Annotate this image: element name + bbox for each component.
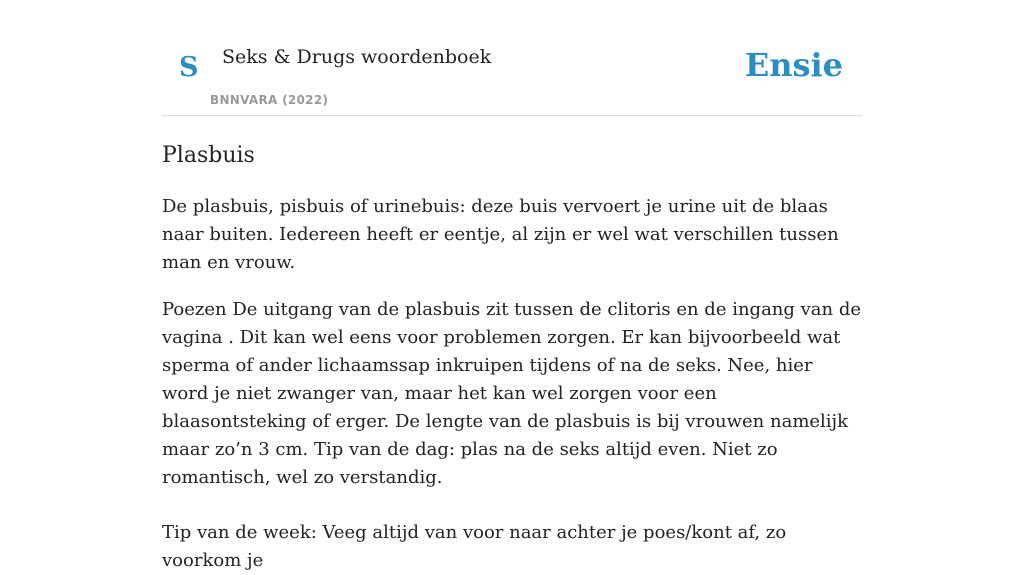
entry-paragraph: Tip van de week: Veeg altijd van voor naar achter je poes/kont af, zo voorkom je <box>162 522 787 571</box>
entry-paragraph: Poezen De uitgang van de plasbuis zit tussen de clitoris en de ingang van de vagina . Dit kan wel eens voor problemen zorgen. Er kan bijvoorbeeld wat sperma of ander lichaamssap inkruipen tijdens of na de seks. Nee, hier word je niet zwanger van, maar het kan wel zorgen voor een blaasontsteking of erger. De lengte van de plasbuis is bij vrouwen namelijk maar zo’n 3 cm. Tip van de dag: plas na de seks altijd even. Niet zo romantisch, wel zo verstandig. <box>162 299 862 488</box>
entry-title: Plasbuis <box>162 143 255 168</box>
source-logo[interactable]: S <box>179 52 199 83</box>
entry-paragraph: De plasbuis, pisbuis of urinebuis: deze buis vervoert je urine uit de blaas naar buiten. Iedereen heeft er eentje, al zijn er wel wat verschillen tussen man en vrouw. <box>162 196 839 273</box>
source-meta: BNNVARA (2022) <box>210 93 329 107</box>
source-title-link[interactable]: Seks & Drugs woordenboek <box>222 46 492 68</box>
page-container <box>162 0 862 575</box>
ensie-logo-link[interactable]: Ensie <box>744 46 843 84</box>
entry-header <box>162 0 862 116</box>
